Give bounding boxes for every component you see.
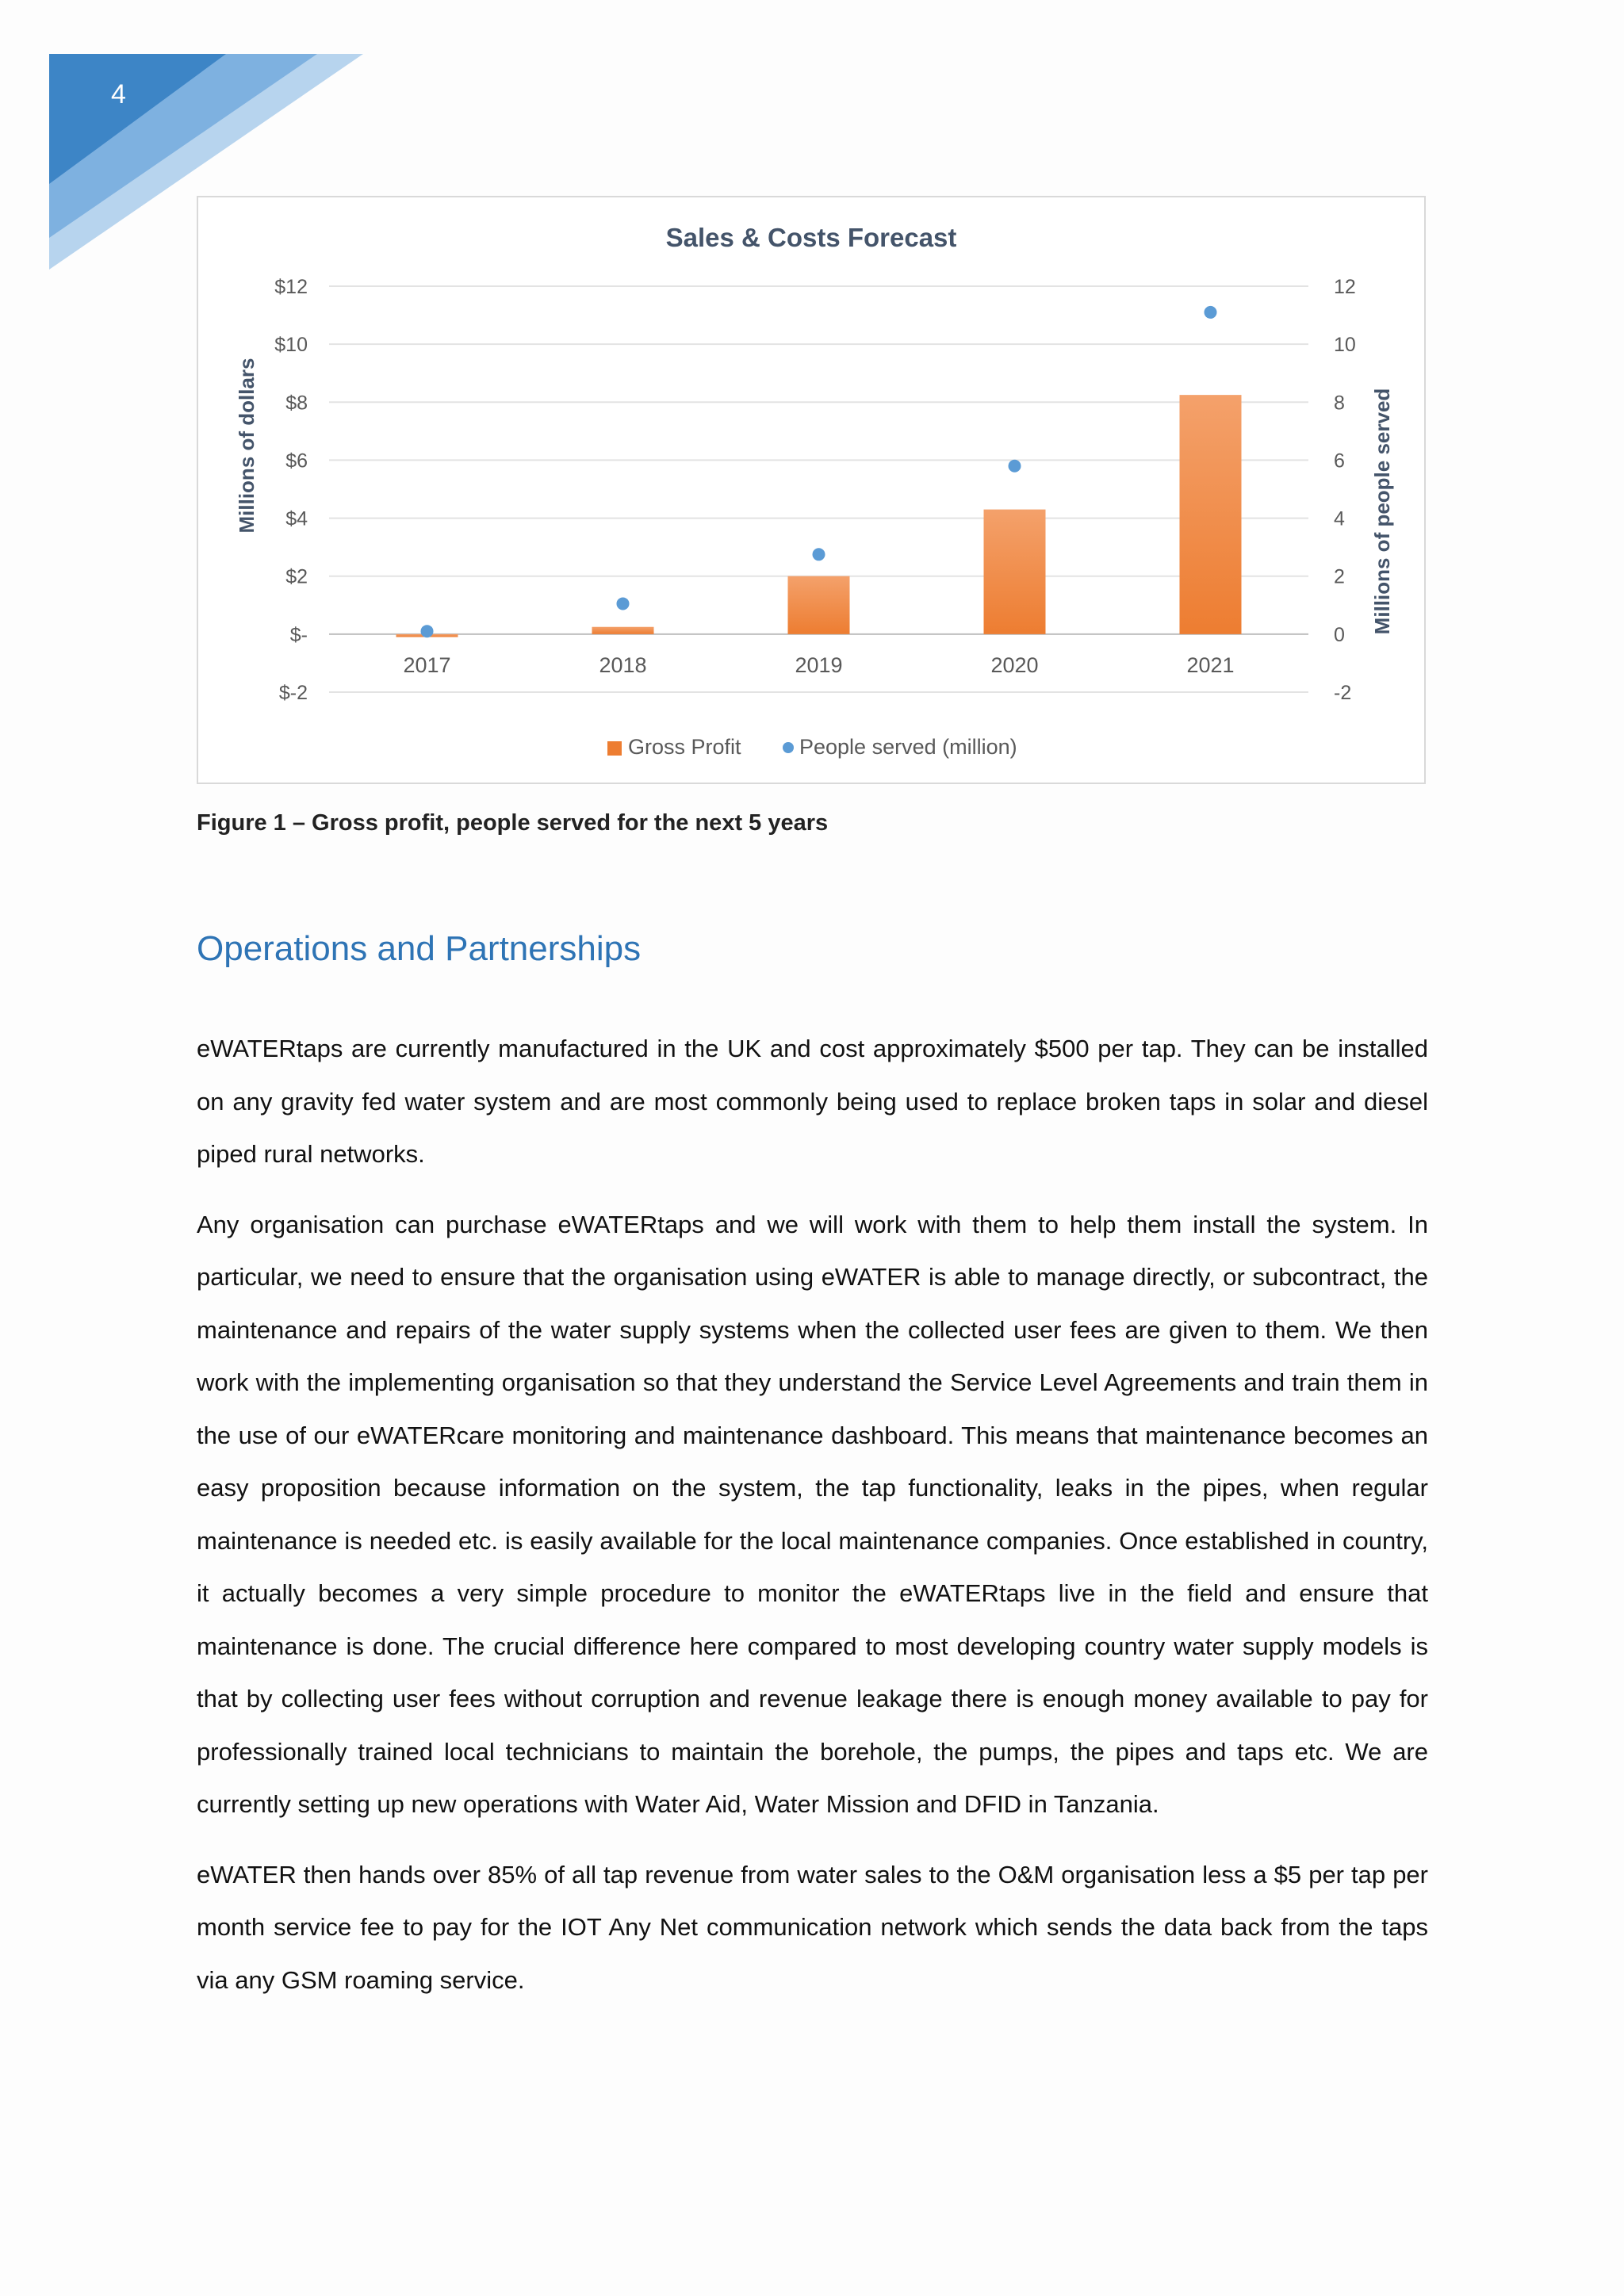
chart-title: Sales & Costs Forecast [665,223,957,252]
gross-profit-bars [396,395,1242,637]
legend-gross-profit: Gross Profit [628,735,741,759]
x-category-label: 2019 [795,652,843,677]
legend-people-served: People served (million) [799,735,1017,759]
right-tick-label: 10 [1334,334,1356,357]
section-heading: Operations and Partnerships [197,929,642,968]
x-axis-categories [403,653,1234,677]
right-tick-label: 0 [1334,623,1345,646]
point-2021 [1205,306,1217,319]
sales-costs-chart [198,197,1427,786]
right-tick-label: 2 [1334,565,1345,588]
left-tick-label: $12 [274,276,308,298]
bar-2021 [1180,395,1242,634]
right-tick-label: 12 [1334,276,1356,298]
body-text [197,1023,1428,2024]
left-axis-ticks [274,276,308,704]
left-tick-label: $-2 [278,682,308,704]
left-tick-label: $6 [285,450,308,473]
page-number: 4 [111,79,126,109]
x-category-label: 2020 [990,652,1039,677]
right-axis-ticks [1334,276,1356,704]
chart-container [197,196,1426,784]
left-tick-label: $4 [285,507,308,530]
legend-bar-swatch [607,741,622,756]
left-axis-label: Millions of dollars [235,358,259,534]
paragraph-2: Any organisation can purchase eWATERtaps and we will work with them to help them install the system. In particular, we need to ensure that the organisation using eWATER is able to manage directly, or subcontract, the maintenance and repairs of the water supply systems when the collected user fees are given to them. We then work with the implementing organisation so that they understand the Service Level Agreements and train them in the use of our eWATERcare monitoring and maintenance dashboard. This means that maintenance becomes an easy proposition because information on the system, the tap functionality, leaks in the pipes, when regular maintenance is needed etc. is easily available for the local maintenance companies. Once established in country, it actually becomes a very simple procedure to monitor the eWATERtaps live in the field and ensure that maintenance is done. The crucial difference here compared to most developing country water supply models is that by collecting user fees without corruption and revenue leakage there is enough money available to pay for professionally trained local technicians to maintain the borehole, the pumps, the pipes and taps etc. We are currently setting up new operations with Water Aid, Water Mission and DFID in Tanzania. [197,1210,1428,1818]
bar-2019 [788,576,850,634]
left-tick-label: $2 [285,565,308,588]
point-2020 [1009,460,1021,473]
figure-caption: Figure 1 – Gross profit, people served for the next 5 years [197,810,829,836]
left-tick-label: $8 [285,392,308,415]
x-category-label: 2018 [599,652,647,677]
left-tick-label: $10 [274,334,308,357]
right-axis-label: Millions of people served [1370,388,1394,635]
paragraph-1: eWATERtaps are currently manufactured in the UK and cost approximately $500 per tap. They can be installed on any gravity fed water system and are most commonly being used to replace broken taps in solar and diesel piped rural networks. [197,1035,1428,1168]
right-tick-label: -2 [1334,682,1352,704]
left-tick-label: $- [289,623,308,646]
bar-2020 [984,510,1046,634]
paragraph-3: eWATER then hands over 85% of all tap revenue from water sales to the O&M organisation less a $5 per tap per month service fee to pay for the IOT Any Net communication network which sends the data back from the taps via any GSM roaming service. [197,1860,1428,1994]
legend-point-swatch [783,742,794,753]
chart-legend [607,735,1017,759]
x-category-label: 2021 [1186,652,1235,677]
bar-2018 [592,627,654,634]
point-2018 [617,597,630,610]
point-2019 [813,548,825,561]
right-tick-label: 6 [1334,450,1345,473]
right-tick-label: 8 [1334,392,1345,415]
point-2017 [421,625,434,637]
x-category-label: 2017 [403,652,451,677]
right-tick-label: 4 [1334,507,1345,530]
